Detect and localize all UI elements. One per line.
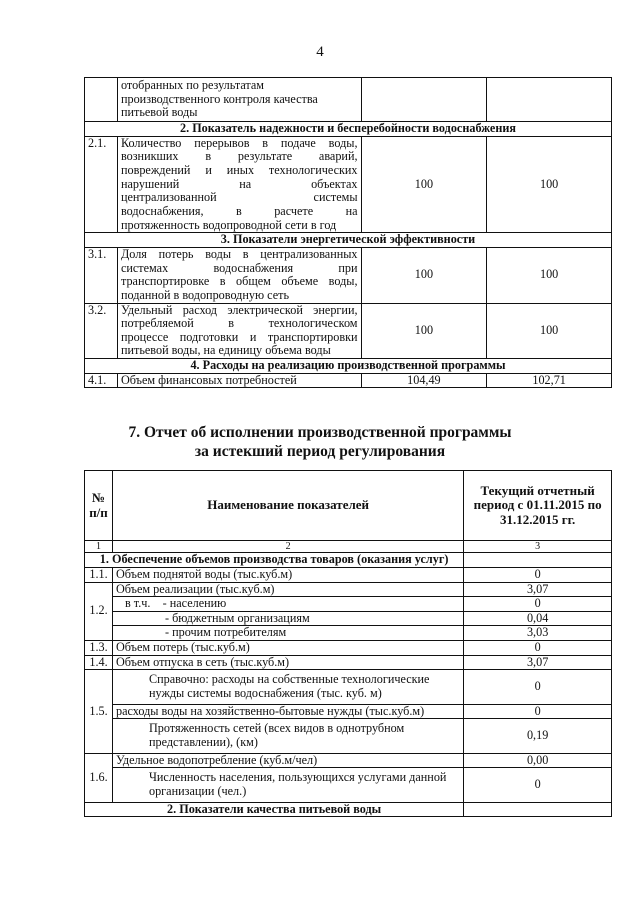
continued-cell: отобранных по результатам производственного контроля качества питьевой воды <box>117 78 361 122</box>
row-number: 3.2. <box>85 303 118 359</box>
section-heading: 3. Показатели энергетической эффективности <box>85 233 612 248</box>
row-number: 3.1. <box>85 247 118 303</box>
section-heading: 2. Показатели качества питьевой воды <box>85 802 464 817</box>
table-row: 1.6. Удельное водопотребление (куб.м/чел) 0,00 <box>85 753 612 768</box>
table-row: 1.1. Объем поднятой воды (тыс.куб.м) 0 <box>85 567 612 582</box>
col-header-num: № п/п <box>85 471 113 541</box>
table-row <box>85 247 612 303</box>
table-row <box>85 136 612 233</box>
value-cell: 100 <box>487 247 612 303</box>
table-row: 1.2. Объем реализации (тыс.куб.м) 3,07 <box>85 582 612 597</box>
table-row: 1.5. Справочно: расходы на собственные технологические нужды системы водоснабжения (тыс. куб. м) 0 <box>85 670 612 704</box>
value-cell: 100 <box>361 247 487 303</box>
section-heading: 4. Расходы на реализацию производственной программы <box>85 359 612 374</box>
value-cell: 100 <box>361 136 487 233</box>
table-row <box>85 303 612 359</box>
row-number: 4.1. <box>85 373 118 388</box>
page-number: 4 <box>316 44 324 60</box>
section-heading: 1. Обеспечение объемов производства товаров (оказания услуг) <box>85 553 464 568</box>
report-table <box>84 470 612 817</box>
section-heading: 2. Показатель надежности и бесперебойности водоснабжения <box>85 121 612 136</box>
value-cell: 100 <box>487 303 612 359</box>
table-row: - бюджетным организациям 0,04 <box>85 611 612 626</box>
table-row: 1.4. Объем отпуска в сеть (тыс.куб.м) 3,07 <box>85 655 612 670</box>
table-row <box>85 78 612 122</box>
value-cell: 102,71 <box>487 373 612 388</box>
table-row <box>85 373 612 388</box>
indicators-table-continued <box>84 77 612 388</box>
section-title: 7. Отчет об исполнении производственной программы за истекший период регулирования <box>128 424 512 460</box>
table-row: Протяженность сетей (всех видов в однотрубном представлении), (км) 0,19 <box>85 719 612 753</box>
table-row: Численность населения, пользующихся услугами данной организации (чел.) 0 <box>85 768 612 802</box>
row-text: Количество перерывов в подаче воды, возникших в результате аварий, повреждений и иных технологических нарушений на объектах централизованной системы водоснабжения, в расчете на протяженность водопроводной сети в год <box>117 136 361 233</box>
row-text: Удельный расход электрической энергии, потребляемой в технологическом процессе подготовки и транспортировки питьевой воды, на единицу объема воды <box>117 303 361 359</box>
col-number: 2 <box>112 541 463 553</box>
row-text: Объем финансовых потребностей <box>117 373 361 388</box>
row-text: Доля потерь воды в централизованных системах водоснабжения при транспортировке в общем объеме воды, поданной в водопроводную сеть <box>117 247 361 303</box>
value-cell: 104,49 <box>361 373 487 388</box>
value-cell: 100 <box>487 136 612 233</box>
table-row: 1.3. Объем потерь (тыс.куб.м) 0 <box>85 641 612 656</box>
row-number: 2.1. <box>85 136 118 233</box>
col-number: 1 <box>85 541 113 553</box>
col-number: 3 <box>464 541 612 553</box>
table-row: расходы воды на хозяйственно-бытовые нужды (тыс.куб.м) 0 <box>85 704 612 719</box>
table-row: - прочим потребителям 3,03 <box>85 626 612 641</box>
table-row: в т.ч. - населению 0 <box>85 597 612 612</box>
col-header-period: Текущий отчетный период с 01.11.2015 по 31.12.2015 гг. <box>464 471 612 541</box>
col-header-name: Наименование показателей <box>112 471 463 541</box>
value-cell: 100 <box>361 303 487 359</box>
